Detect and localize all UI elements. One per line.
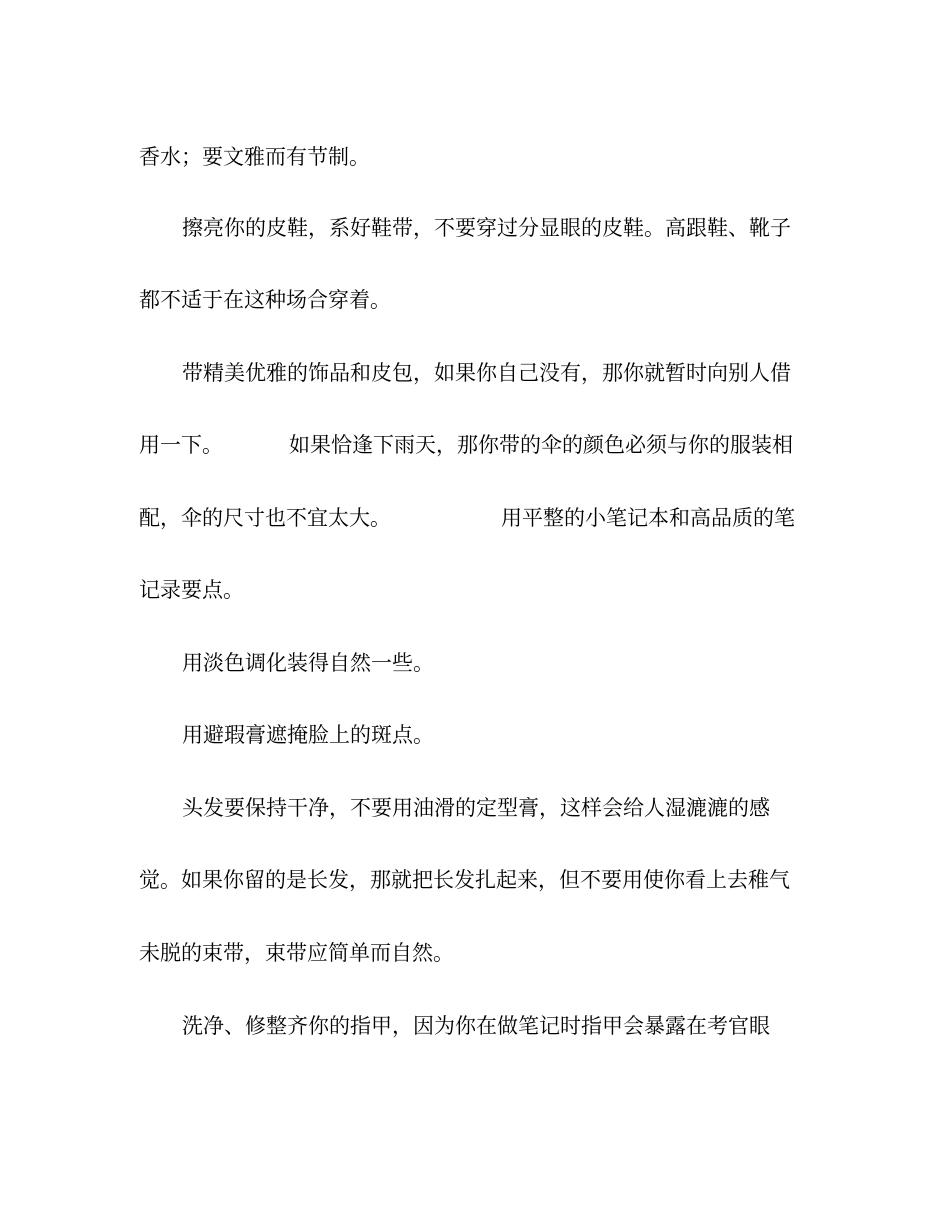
text-line [139,504,795,532]
text-line: 都不适于在这种场合穿着。 [139,288,391,312]
text-line: 头发要保持干净，不要用油滑的定型膏，这样会给人湿漉漉的感 [182,796,770,820]
text-line: 香水；要文雅而有节制。 [139,145,370,169]
text-line: 用避瑕膏遮掩脸上的斑点。 [182,723,434,747]
text-line: 用淡色调化装得自然一些。 [182,651,434,675]
text-line: 记录要点。 [139,578,244,602]
text-segment: 如果恰逢下雨天，那你带的伞的颜色必须与你的服装相 [289,433,793,457]
text-line: 未脱的束带，束带应简单而自然。 [139,941,454,965]
text-line: 洗净、修整齐你的指甲，因为你在做笔记时指甲会暴露在考官眼 [182,1014,770,1038]
text-line [139,431,793,459]
text-line: 觉。如果你留的是长发，那就把长发扎起来，但不要用使你看上去稚气 [139,868,790,892]
text-line: 擦亮你的皮鞋，系好鞋带，不要穿过分显眼的皮鞋。高跟鞋、靴子 [182,216,791,240]
text-segment: 用平整的小笔记本和高品质的笔 [501,506,795,530]
text-segment: 配，伞的尺寸也不宜太大。 [139,506,391,530]
text-segment: 用一下。 [139,433,223,457]
text-line: 带精美优雅的饰品和皮包，如果你自己没有，那你就暂时向别人借 [182,361,791,385]
